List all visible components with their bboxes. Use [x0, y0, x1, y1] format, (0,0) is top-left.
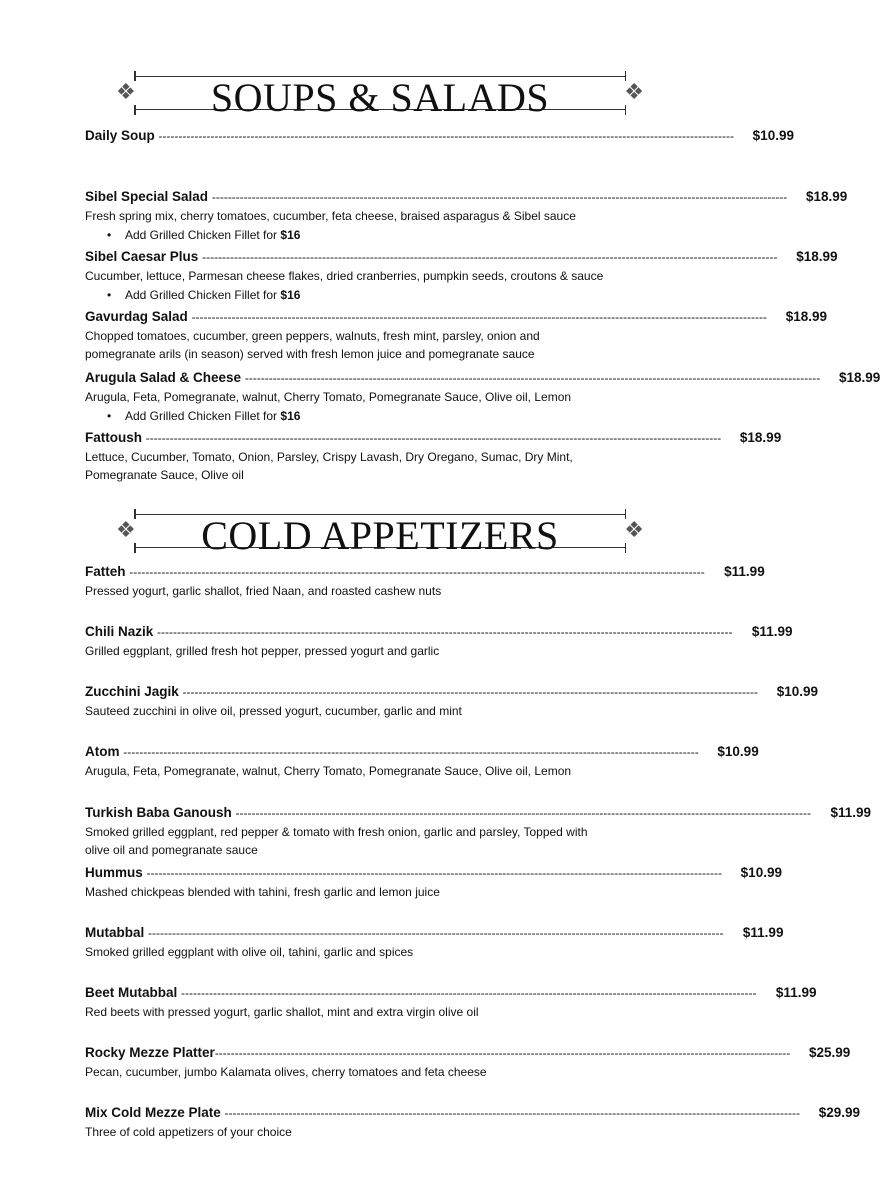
item-addon: [107, 286, 660, 304]
leader-dashes: ------------------------------------------------------------------------------------------------------------------------------------------------: [146, 866, 722, 880]
item-name: Daily Soup: [85, 128, 155, 143]
item-name: Fattoush: [85, 430, 142, 445]
menu-item-fattoush: [85, 429, 782, 484]
item-description: Pecan, cucumber, jumbo Kalamata olives, cherry tomatoes and feta cheese: [85, 1065, 487, 1079]
item-price: $10.99: [740, 865, 782, 880]
bullet-icon: •: [107, 288, 112, 302]
item-addon: [107, 407, 660, 425]
leader-dashes: ------------------------------------------------------------------------------------------------------------------------------------------------: [244, 371, 821, 385]
item-price: $18.99: [739, 430, 782, 445]
item-price: $10.99: [776, 684, 818, 699]
item-name: Sibel Caesar Plus: [85, 249, 199, 264]
item-name: Rocky Mezze Platter: [85, 1045, 215, 1060]
item-addon: [107, 226, 660, 244]
menu-item-gavurdag-salad: [85, 308, 827, 363]
item-price: $11.99: [742, 925, 784, 940]
menu-item-sibel-caesar-plus: [85, 248, 838, 304]
item-name: Beet Mutabbal: [85, 985, 178, 1000]
item-description: Smoked grilled eggplant with olive oil, tahini, garlic and spices: [85, 945, 414, 959]
ornament-icon: ❖: [624, 80, 644, 105]
ornament-icon: ❖: [116, 518, 136, 543]
item-price: $18.99: [785, 309, 827, 324]
section-title: SOUPS & SALADS: [210, 75, 550, 120]
item-price: $11.99: [775, 985, 817, 1000]
addon-text: Add Grilled Chicken Fillet for: [125, 228, 281, 242]
item-name: Zucchini Jagik: [85, 684, 179, 699]
item-name: Fatteh: [85, 564, 126, 579]
item-price: $25.99: [808, 1045, 851, 1060]
item-price: $18.99: [838, 370, 880, 385]
item-name: Arugula Salad & Cheese: [85, 370, 242, 385]
item-description: Arugula, Feta, Pomegranate, walnut, Cherry Tomato, Pomegranate Sauce, Olive oil, Lemon: [85, 390, 572, 404]
leader-dashes: ------------------------------------------------------------------------------------------------------------------------------------------------: [182, 685, 758, 699]
item-description: Three of cold appetizers of your choice: [85, 1125, 292, 1139]
menu-item-hummus: [85, 864, 782, 901]
leader-dashes: ------------------------------------------------------------------------------------------------------------------------------------------------: [158, 129, 734, 143]
addon-price: $16: [280, 288, 301, 302]
item-description: Chopped tomatoes, cucumber, green peppers, walnuts, fresh mint, parsley, onion and pomegranate arils (in season) served with fresh lemon juice and pomegranate sauce: [85, 329, 540, 361]
bullet-icon: •: [107, 228, 112, 242]
item-price: $18.99: [805, 189, 848, 204]
item-price: $11.99: [724, 564, 765, 579]
item-price: $11.99: [751, 624, 793, 639]
menu-item-arugula-salad-cheese: [85, 369, 880, 425]
leader-dashes: ------------------------------------------------------------------------------------------------------------------------------------------------: [214, 1046, 791, 1060]
addon-text: Add Grilled Chicken Fillet for: [125, 409, 281, 423]
leader-dashes: ------------------------------------------------------------------------------------------------------------------------------------------------: [145, 431, 722, 445]
addon-text: Add Grilled Chicken Fillet for: [125, 288, 281, 302]
item-name: Chili Nazik: [85, 624, 154, 639]
item-price: $29.99: [818, 1105, 860, 1120]
menu-item-chili-nazik: [85, 623, 793, 660]
section-banner-cold-appetizers: [116, 513, 644, 558]
item-price: $18.99: [796, 249, 838, 264]
item-description: Mashed chickpeas blended with tahini, fresh garlic and lemon juice: [85, 885, 440, 899]
menu-item-sibel-special-salad: [85, 188, 848, 244]
item-description: Fresh spring mix, cherry tomatoes, cucumber, feta cheese, braised asparagus & Sibel sauce: [85, 209, 576, 223]
item-name: Turkish Baba Ganoush: [85, 805, 232, 820]
leader-dashes: ------------------------------------------------------------------------------------------------------------------------------------------------: [191, 310, 767, 324]
leader-dashes: ------------------------------------------------------------------------------------------------------------------------------------------------: [224, 1106, 800, 1120]
menu-item-beet-mutabbal: [85, 984, 817, 1021]
item-price: $10.99: [752, 128, 794, 143]
menu-item-rocky-mezze-platter: [85, 1044, 851, 1081]
item-name: Atom: [85, 744, 120, 759]
leader-dashes: ------------------------------------------------------------------------------------------------------------------------------------------------: [129, 565, 705, 579]
ornament-icon: ❖: [624, 518, 644, 543]
menu-item-mutabbal: [85, 924, 784, 961]
item-name: Hummus: [85, 865, 143, 880]
item-description: Smoked grilled eggplant, red pepper & tomato with fresh onion, garlic and parsley, Topped with olive oil and pomegranate sauce: [85, 825, 588, 857]
menu-item-turkish-baba-ganoush: [85, 804, 871, 859]
leader-dashes: ------------------------------------------------------------------------------------------------------------------------------------------------: [148, 926, 724, 940]
item-description: Cucumber, lettuce, Parmesan cheese flakes, dried cranberries, pumpkin seeds, croutons & sauce: [85, 269, 604, 283]
addon-price: $16: [280, 409, 301, 423]
item-name: Gavurdag Salad: [85, 309, 188, 324]
item-name: Sibel Special Salad: [85, 189, 209, 204]
menu-item-fatteh: [85, 563, 765, 600]
menu-item-zucchini-jagik: [85, 683, 818, 720]
addon-price: $16: [280, 228, 301, 242]
bullet-icon: •: [107, 409, 112, 423]
leader-dashes: ------------------------------------------------------------------------------------------------------------------------------------------------: [211, 190, 788, 204]
leader-dashes: ------------------------------------------------------------------------------------------------------------------------------------------------: [181, 986, 757, 1000]
item-description: Pressed yogurt, garlic shallot, fried Naan, and roasted cashew nuts: [85, 584, 442, 598]
item-name: Mutabbal: [85, 925, 145, 940]
item-description: Red beets with pressed yogurt, garlic shallot, mint and extra virgin olive oil: [85, 1005, 479, 1019]
menu-item-atom: [85, 743, 759, 780]
section-banner-soups-salads: [116, 75, 644, 120]
menu-item-mix-cold-mezze-plate: [85, 1104, 860, 1141]
menu-item-daily-soup: [85, 127, 794, 145]
item-description: Grilled eggplant, grilled fresh hot pepper, pressed yogurt and garlic: [85, 644, 440, 658]
item-price: $11.99: [830, 805, 871, 820]
item-name: Mix Cold Mezze Plate: [85, 1105, 221, 1120]
leader-dashes: ------------------------------------------------------------------------------------------------------------------------------------------------: [202, 250, 778, 264]
item-description: Lettuce, Cucumber, Tomato, Onion, Parsley, Crispy Lavash, Dry Oregano, Sumac, Dry Mint, Pomegranate Sauce, Olive oil: [85, 450, 573, 482]
item-description: Arugula, Feta, Pomegranate, walnut, Cherry Tomato, Pomegranate Sauce, Olive oil, Lemon: [85, 764, 572, 778]
leader-dashes: ------------------------------------------------------------------------------------------------------------------------------------------------: [157, 625, 733, 639]
item-price: $10.99: [717, 744, 759, 759]
leader-dashes: ------------------------------------------------------------------------------------------------------------------------------------------------: [235, 806, 811, 820]
section-title: COLD APPETIZERS: [201, 513, 559, 558]
ornament-icon: ❖: [116, 80, 136, 105]
item-description: Sauteed zucchini in olive oil, pressed yogurt, cucumber, garlic and mint: [85, 704, 462, 718]
leader-dashes: ------------------------------------------------------------------------------------------------------------------------------------------------: [123, 745, 699, 759]
